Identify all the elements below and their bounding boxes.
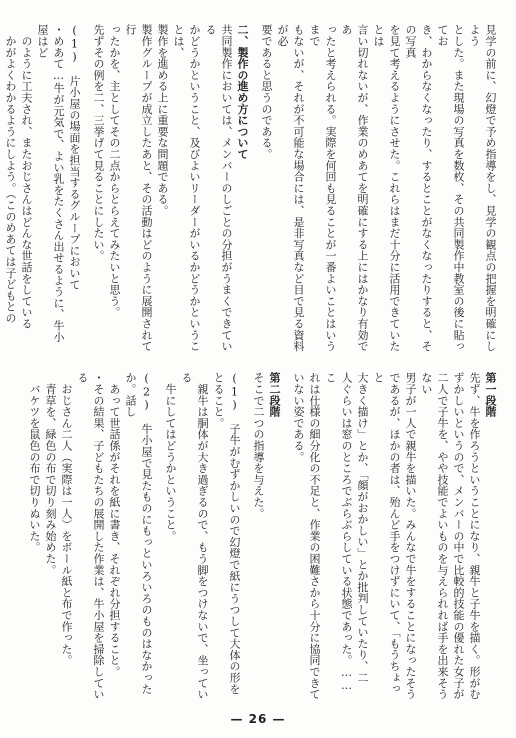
paragraph-gap (242, 372, 250, 702)
page-number: — 26 — (230, 712, 286, 726)
text-line: 牛にしてはどうかということ。 (164, 372, 177, 542)
text-line: であるが、ほかの者は、殆んど手をつけずにいて、「もうちょっと (372, 372, 401, 695)
text-line: を見て考えるようにさせた。これらはまだ十分に活用できていたとは (372, 24, 401, 352)
text-line: 二人で子牛を、やや技能でよいものを与えられれば手を出来そうない (420, 372, 449, 700)
text-line: ったと考えられる。実際を何回も見ることが一番よいことはいうまで (308, 24, 337, 352)
text-line: かがよくわかるようにしよう。（このめあては子どもとの (4, 24, 17, 324)
text-line: 言い切れないが、作業のめあてを明確にする上にはかなり有効であ (340, 24, 369, 352)
text-line: 先ずその例を二、三挙げて見ることにしたい。 (92, 24, 105, 262)
text-line: 共同製作においては、メンバーのしごとの分担がうまくできている (204, 24, 233, 352)
paragraph-gap (250, 24, 258, 352)
text-line: 製作グループが成立したあと、その活動はどのように展開されて行 (124, 24, 153, 352)
text-line: 青草を、緑色の布で切り刻み始めた。 (44, 372, 57, 576)
text-line: 先ず、牛を作ろうということになり、親牛と子牛を描く。形がむ (468, 372, 481, 700)
text-line: 大きく描け」とか、「顔がおかしい」とか批判していたり、二 (356, 372, 369, 683)
text-line: とした。また現場の写真を数枚、その共同製作中教室の後に貼ってお (436, 24, 465, 352)
bottom-text-block (2, 372, 498, 702)
paragraph-gap (82, 24, 90, 352)
text-line: き、わからなくなったり、するとことがなくなったりすると、その写真 (404, 24, 433, 352)
text-line: もないが、それが不可能な場合には、是非写真など目で見る資料が必 (276, 24, 305, 352)
text-line: あって世話係がそれを紙に書き、それぞれ分担すること。 (108, 372, 121, 678)
text-line: ったかを、主としてその二点からとらえてみたいと思う。 (108, 24, 121, 318)
text-line: そこで二つの指導を与えた。 (252, 372, 265, 519)
text-line: 親牛は胴体が大き過ぎるので、もう脚をつけないで、坐っている (180, 372, 209, 700)
text-line: (1) 片小屋の場面を担当するグループにおいて (68, 24, 81, 290)
text-line: 人ぐらいは窓のところでぶらぶらしている状態であった。……こ (324, 372, 353, 693)
text-line: (2) 牛小屋で見たものにもっといろいろのものはなかったか。話し (124, 372, 153, 695)
text-line: かどうかということ、及びよいリーダーがいるかどうかということは、 (172, 24, 201, 352)
paragraph-gap (154, 372, 162, 702)
text-line: バケツを鼠色の布で切りぬいた。 (28, 372, 41, 553)
text-line: 第二段階 (268, 372, 281, 418)
text-line: いない姿である。 (292, 372, 305, 463)
text-line: 見学の前に、幻燈で予め指導をし、見学の観点の把握を明確にしよう (468, 24, 497, 352)
paragraph-gap (282, 372, 290, 702)
text-line: 二、製作の進め方について (236, 24, 249, 160)
text-line: 第一段階 (484, 372, 497, 418)
top-text-block (2, 24, 498, 352)
text-line: ・めあて…牛が元気で、よい乳をたくさん出せるように、牛小屋はど (36, 24, 65, 343)
text-line: れは仕様の細分化の不足と、作業の困難さから十分に協同できて (308, 372, 321, 700)
text-line: ・その結果、子どもたちの展開した作業は、牛小屋を掃除している (76, 372, 105, 700)
text-line: ずかしいというので、メンバーの中で比較的技能の優れた女子が (452, 372, 465, 700)
text-line: おじさん二人（実際は一人）をボール紙と布で作った。 (60, 372, 73, 666)
text-line: (1) 子牛がむずかしいので幻燈で紙にうつして大体の形をとること。 (212, 372, 241, 695)
text-line: 男子が一人で親牛を描いた。みんなで牛をすることになったそう (404, 372, 417, 700)
text-line: 製作を進める上に重要な問題である。 (156, 24, 169, 217)
text-line: 要であると思うのである。 (260, 24, 273, 160)
text-line: のように工夫され、またおじさんはどんな世話をしている (20, 24, 33, 330)
